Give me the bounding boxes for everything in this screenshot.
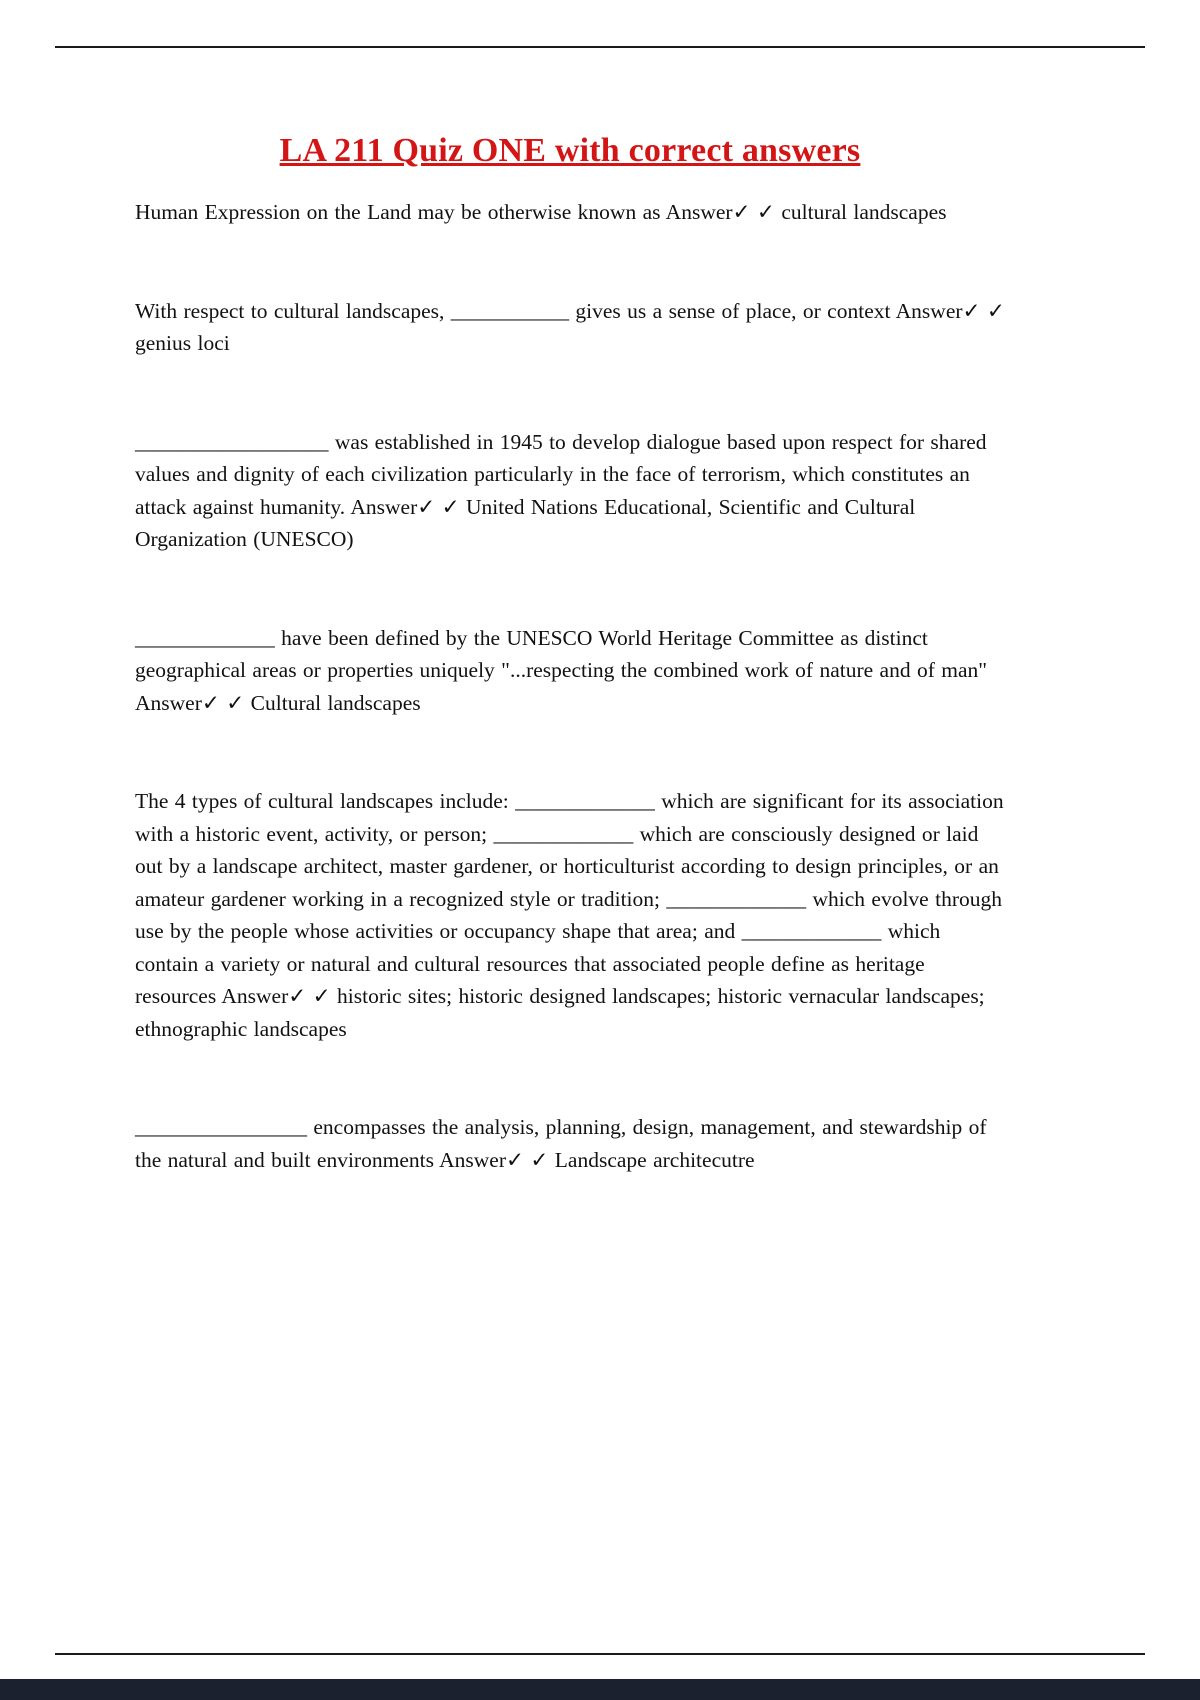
question-answer-paragraph: The 4 types of cultural landscapes include: _____________ which are significant for its association with a historic event, activity, or person; _____________ which are consciously designed or laid out by a landscape architect, master gardener, or horticulturist according to design principles, or an amateur gardener working in a recognized style or tradition; _____________ which evolve through use by the people whose activities or occupancy shape that area; and _____________ which contain a variety or natural and cultural resources that associated people define as heritage resources Answer✓ ✓ historic sites; historic designed landscapes; historic vernacular landscapes; ethnographic landscapes — [135, 789, 1004, 1041]
footer-bar — [0, 1679, 1200, 1700]
question-answer-paragraph: __________________ was established in 1945 to develop dialogue based upon respect for shared values and dignity of each civilization particularly in the face of terrorism, which constitutes an attack against humanity. Answer✓ ✓ United Nations Educational, Scientific and Cultural Organization (UNESCO) — [135, 429, 987, 551]
question-answer-paragraph: _____________ have been defined by the UNESCO World Heritage Committee as distinct geographical areas or properties uniquely "...respecting the combined work of nature and of man" Answer✓ ✓ Cultural landscapes — [135, 625, 988, 715]
bottom-rule-divider — [55, 1653, 1145, 1655]
document-content — [135, 132, 1005, 1176]
question-answer-paragraph: ________________ encompasses the analysis, planning, design, management, and stewardship of the natural and built environments Answer✓ ✓ Landscape architecutre — [135, 1115, 987, 1172]
page-title: LA 211 Quiz ONE with correct answers — [279, 132, 861, 169]
question-answer-paragraph: Human Expression on the Land may be otherwise known as Answer✓ ✓ cultural landscapes — [135, 200, 947, 224]
top-rule-divider — [55, 46, 1145, 48]
question-answer-paragraph: With respect to cultural landscapes, ___________ gives us a sense of place, or context Answer✓ ✓ genius loci — [135, 298, 1005, 355]
